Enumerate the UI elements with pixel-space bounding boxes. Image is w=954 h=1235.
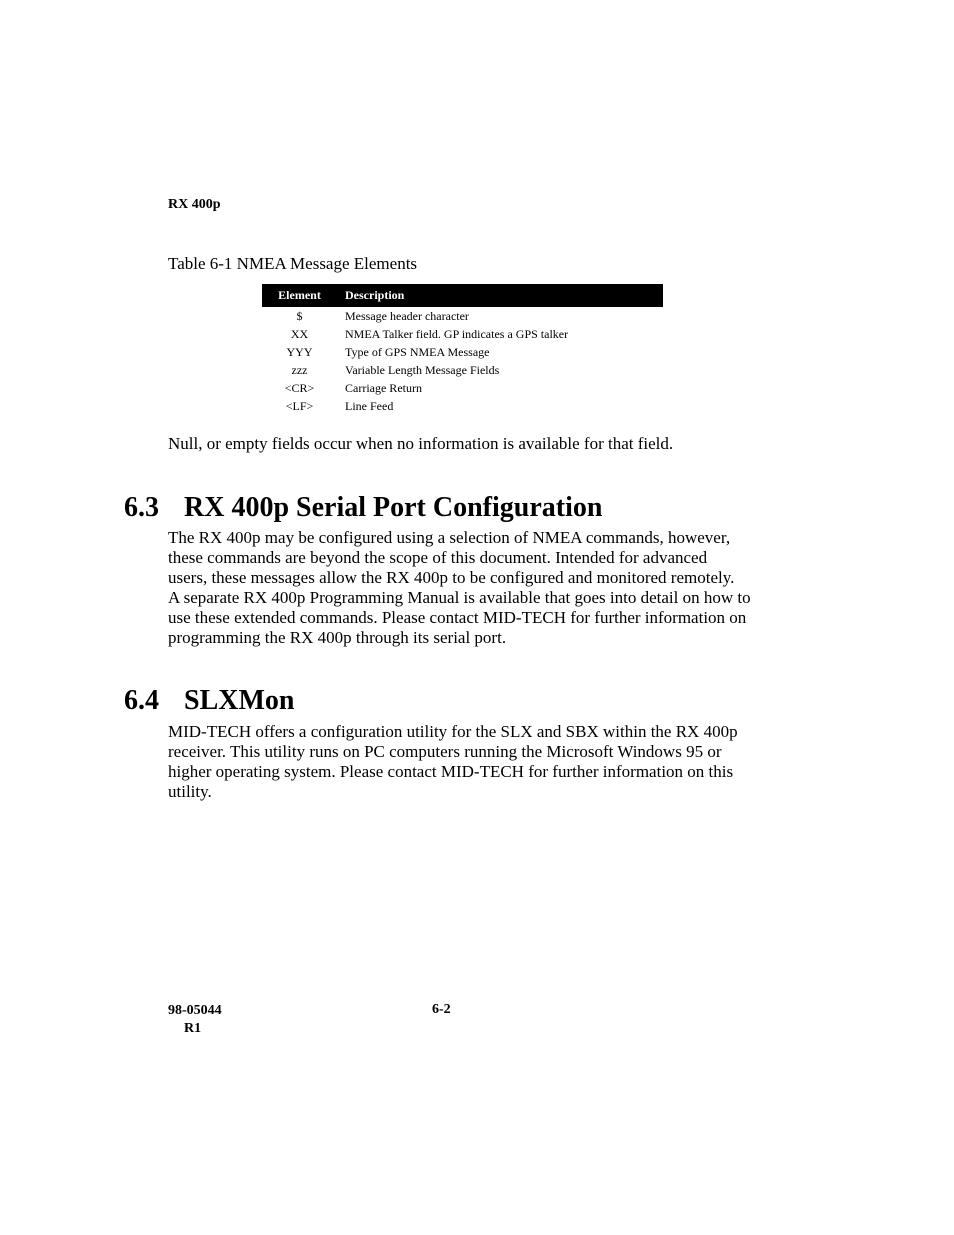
paragraph-line: MID-TECH offers a configuration utility for the SLX and SBX within the RX 400p: [168, 722, 738, 741]
section-number: 6.3: [124, 492, 159, 523]
running-header: RX 400p: [168, 197, 221, 212]
section-number: 6.4: [124, 685, 159, 716]
paragraph-line: programming the RX 400p through its serial port.: [168, 628, 507, 647]
table-header-row: [262, 284, 663, 307]
element-cell: YYY: [286, 344, 313, 359]
paragraph-line: higher operating system. Please contact MID-TECH for further information on this: [168, 762, 734, 781]
section-6-4-paragraph: [168, 722, 768, 802]
description-cell: NMEA Talker field. GP indicates a GPS talker: [345, 326, 569, 341]
section-heading-6-4: [124, 685, 294, 717]
table-caption: Table 6-1 NMEA Message Elements: [168, 254, 418, 273]
table-row: [262, 379, 663, 397]
table-row: [262, 325, 663, 343]
description-cell: Message header character: [345, 308, 469, 323]
column-header-description: Description: [345, 288, 405, 302]
element-cell: $: [296, 308, 303, 323]
section-6-3-paragraph: [168, 528, 768, 648]
paragraph-line: these commands are beyond the scope of this document. Intended for advanced: [168, 548, 708, 567]
table-row: [262, 343, 663, 361]
paragraph-line: use these extended commands. Please contact MID-TECH for further information on: [168, 608, 747, 627]
nmea-elements-table: [262, 284, 663, 415]
section-heading-6-3: [124, 492, 602, 524]
paragraph-line: The RX 400p may be configured using a selection of NMEA commands, however,: [168, 528, 731, 547]
table-row: [262, 307, 663, 325]
description-cell: Variable Length Message Fields: [345, 362, 500, 377]
null-fields-note: Null, or empty fields occur when no information is available for that field.: [168, 434, 674, 453]
section-title: SLXMon: [184, 685, 295, 716]
element-cell: XX: [290, 326, 309, 341]
element-cell: <LF>: [285, 398, 314, 413]
footer-revision: R1: [184, 1021, 202, 1036]
description-cell: Line Feed: [345, 398, 394, 413]
column-header-element: Element: [278, 288, 321, 302]
paragraph-line: A separate RX 400p Programming Manual is available that goes into detail on how to: [168, 588, 751, 607]
footer-page-number: 6-2: [432, 1002, 451, 1017]
description-cell: Type of GPS NMEA Message: [345, 344, 490, 359]
element-cell: <CR>: [284, 380, 315, 395]
section-title: RX 400p Serial Port Configuration: [184, 492, 603, 523]
footer-doc-number: 98-05044: [168, 1003, 222, 1018]
table-row: [262, 361, 663, 379]
paragraph-line: utility.: [168, 782, 212, 801]
element-cell: zzz: [291, 362, 308, 377]
table-row: [262, 397, 663, 415]
paragraph-line: users, these messages allow the RX 400p to be configured and monitored remotely.: [168, 568, 735, 587]
paragraph-line: receiver. This utility runs on PC computers running the Microsoft Windows 95 or: [168, 742, 722, 761]
footer-doc-info: [168, 1002, 222, 1038]
description-cell: Carriage Return: [345, 380, 422, 395]
